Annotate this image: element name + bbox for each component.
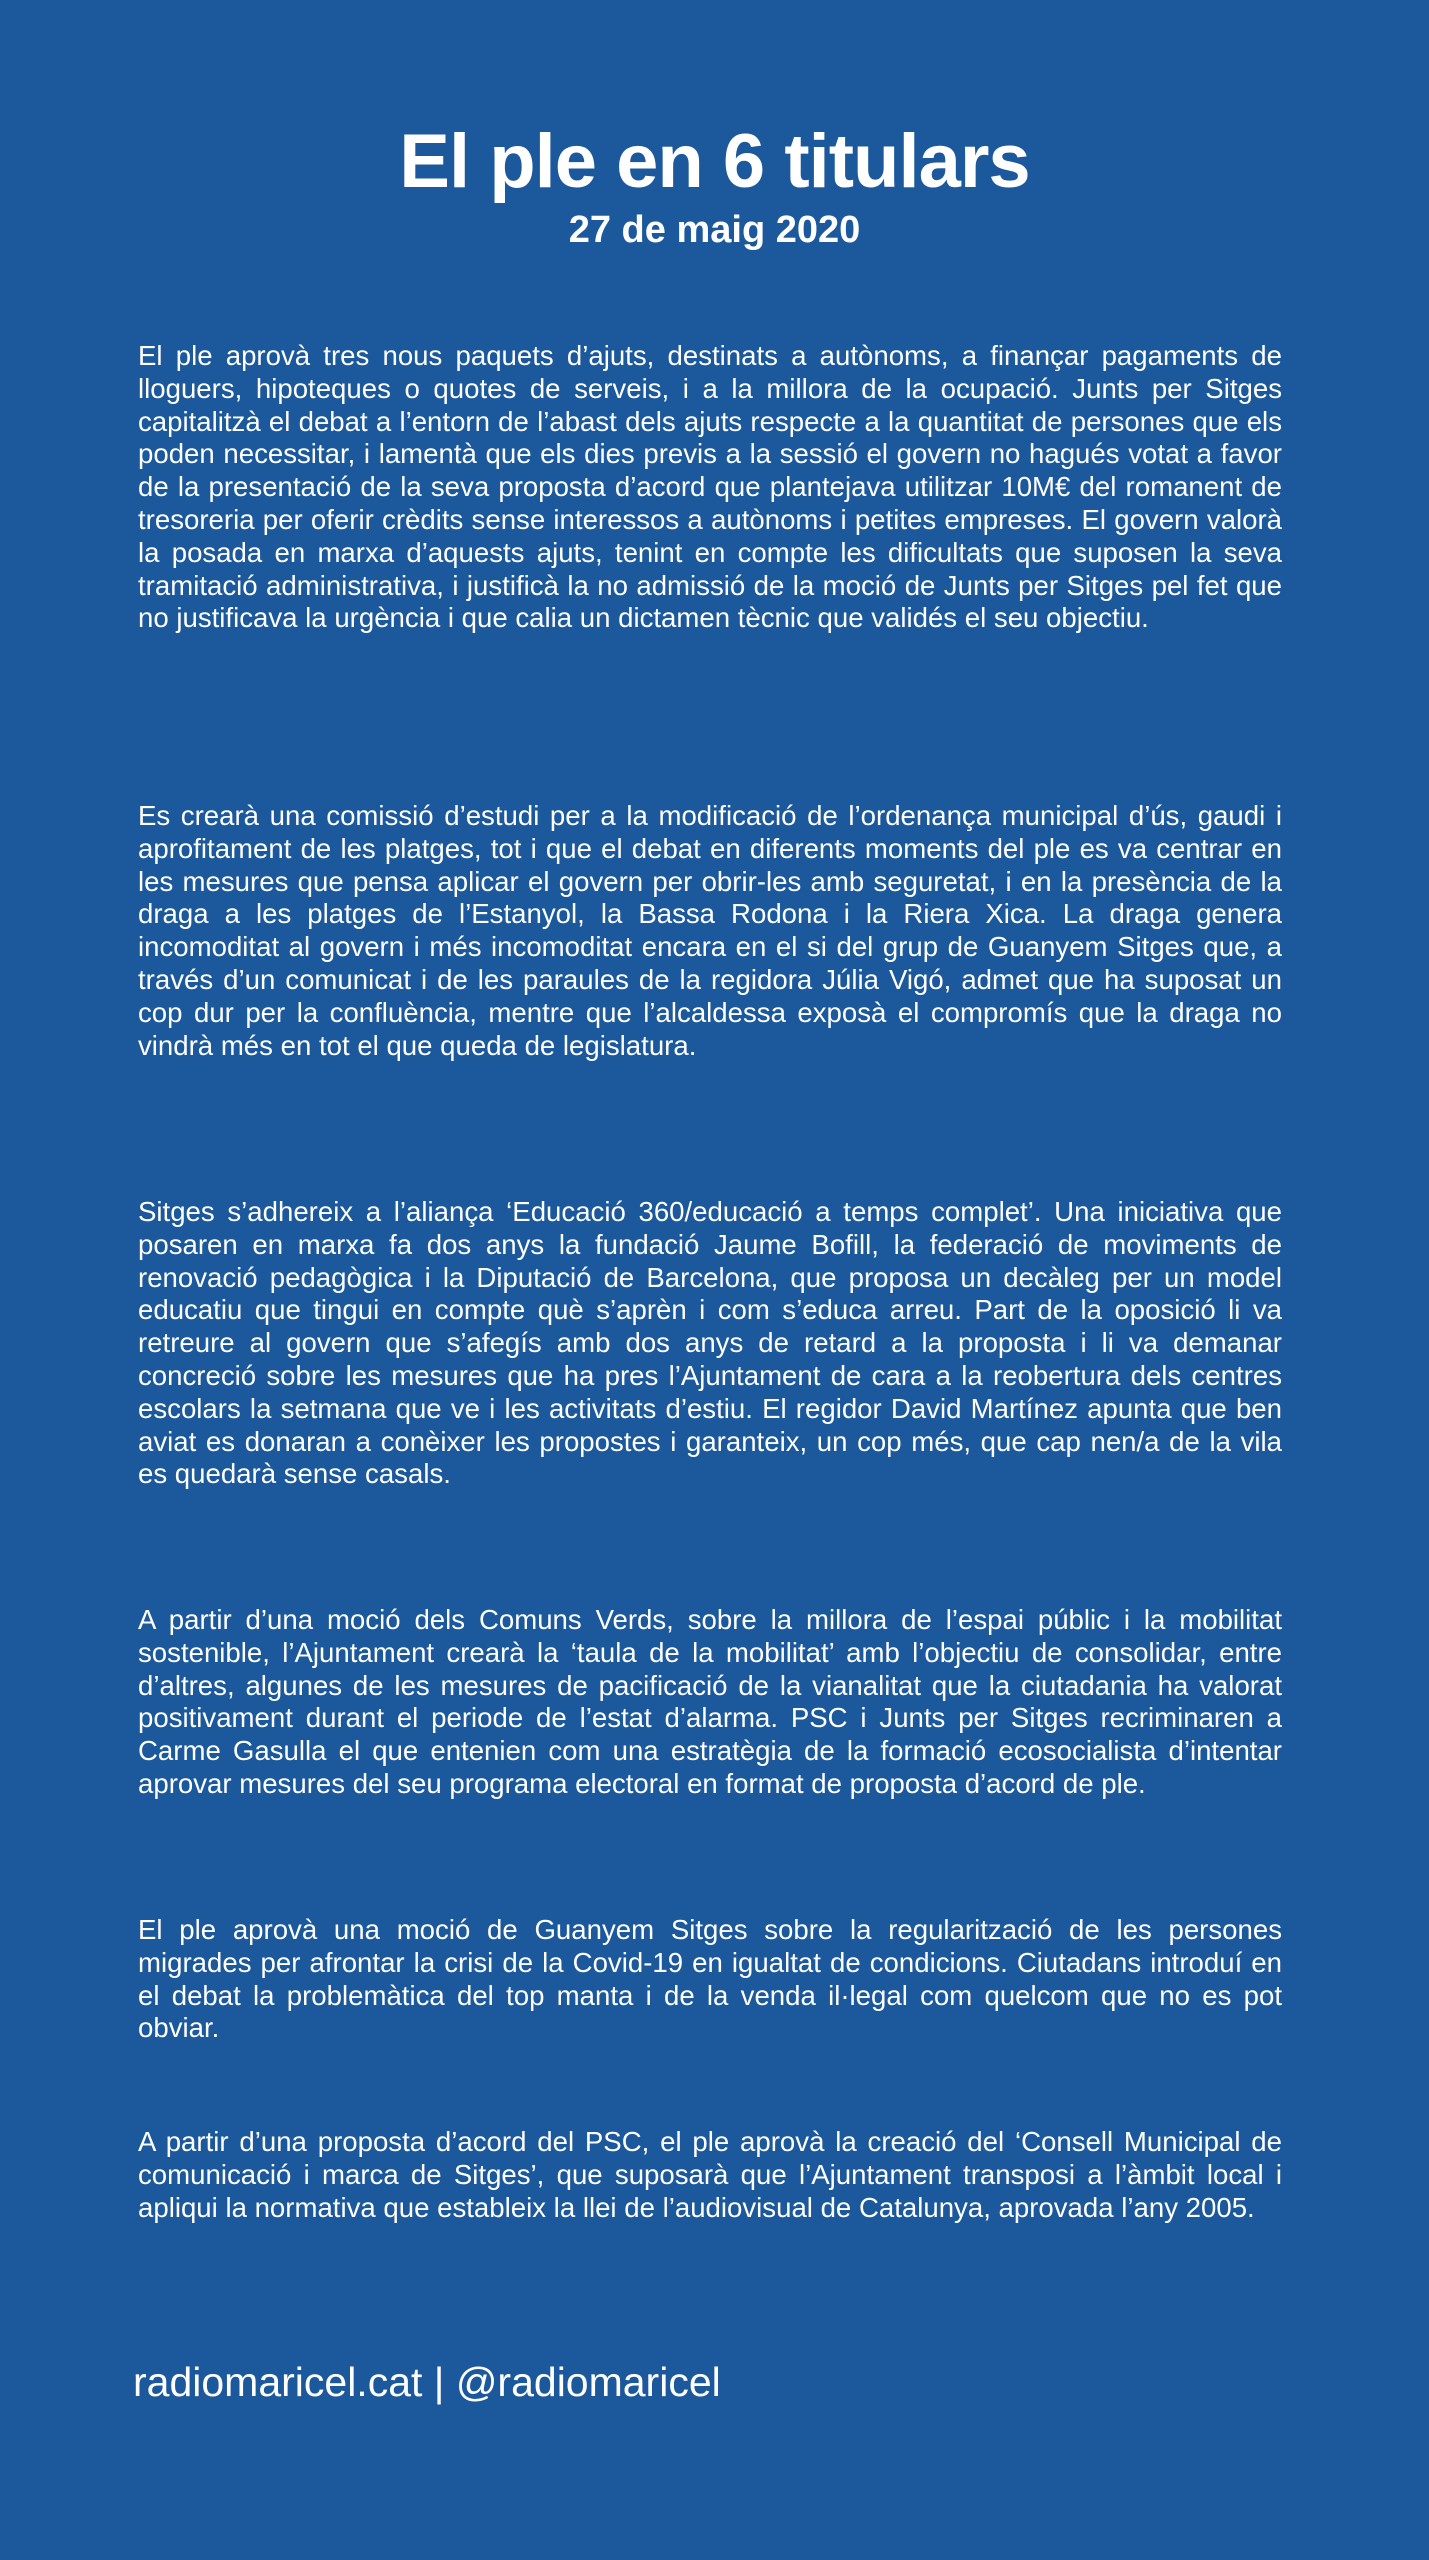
paragraph-mobilitat: A partir d’una moció dels Comuns Verds, sobre la millora de l’espai públic i la mobilitat sostenible, l’Ajuntament crearà la ‘taula de la mobilitat’ amb l’objectiu de consolidar, entre d’altres, algunes de les mesures de pacificació de la vianalitat que la ciutadania ha valorat positivament durant el periode de l’estat d’alarma. PSC i Junts per Sitges recriminaren a Carme Gasulla el que entenien com una estratègia de la formació ecosocialista d’intentar aprovar mesures del seu programa electoral en format de proposta d’acord de ple. — [138, 1604, 1282, 1799]
paragraph-ajuts: El ple aprovà tres nous paquets d’ajuts, destinats a autònoms, a finançar pagaments de lloguers, hipoteques o quotes de serveis, i a la millora de la ocupació. Junts per Sitges capitalitzà el debat a l’entorn de l’abast dels ajuts respecte a la quantitat de persones que els poden necessitar, i lamentà que els dies previs a la sessió el govern no hagués votat a favor de la presentació de la seva proposta d’acord que plantejava utilitzar 10M€ del romanent de tresoreria per oferir crèdits sense interessos a autònoms i petites empreses. El govern valorà la posada en marxa d’aquests ajuts, tenint en compte les dificultats que suposen la seva tramitació administrativa, i justificà la no admissió de la moció de Junts per Sitges pel fet que no justificava la urgència i que calia un dictamen tècnic que validés el seu objectiu. — [138, 340, 1282, 634]
paragraph-consell-comunicacio: A partir d’una proposta d’acord del PSC, el ple aprovà la creació del ‘Consell Municipal de comunicació i marca de Sitges’, que suposarà que l’Ajuntament transposi a l’àmbit local i apliqui la normativa que estableix la llei de l’audiovisual de Catalunya, aprovada l’any 2005. — [138, 2126, 1282, 2223]
header — [0, 118, 1429, 252]
paragraph-educacio: Sitges s’adhereix a l’aliança ‘Educació 360/educació a temps complet’. Una iniciativa que posaren en marxa fa dos anys la fundació Jaume Bofill, la federació de moviments de renovació pedagògica i la Diputació de Barcelona, que proposa un decàleg per un model educatiu que tingui en compte què s’aprèn i com s’educa arreu. Part de la oposició li va retreure al govern que s’afegís amb dos anys de retard a la proposta i li va demanar concreció sobre les mesures que ha pres l’Ajuntament de cara a la reobertura dels centres escolars la setmana que ve i les activitats d’estiu. El regidor David Martínez apunta que ben aviat es donaran a conèixer les propostes i garanteix, un cop més, que cap nen/a de la vila es quedarà sense casals. — [138, 1196, 1282, 1490]
footer-credit: radiomaricel.cat | @radiomaricel — [133, 2359, 721, 2405]
paragraph-platges: Es crearà una comissió d’estudi per a la modificació de l’ordenança municipal d’ús, gaudi i aprofitament de les platges, tot i que el debat en diferents moments del ple es va centrar en les mesures que pensa aplicar el govern per obrir-les amb seguretat, i en la presència de la draga a les platges de l’Estanyol, la Bassa Rodona i la Riera Xica. La draga genera incomoditat al govern i més incomoditat encara en el si del grup de Guanyem Sitges que, a través d’un comunicat i de les paraules de la regidora Júlia Vigó, admet que ha suposat un cop dur per la confluència, mentre que l’alcaldessa exposà el compromís que la draga no vindrà més en tot el que queda de legislatura. — [138, 800, 1282, 1061]
paragraph-migrades: El ple aprovà una moció de Guanyem Sitges sobre la regularització de les persones migrades per afrontar la crisi de la Covid-19 en igualtat de condicions. Ciutadans introduí en el debat la problemàtica del top manta i de la venda il·legal com quelcom que no es pot obviar. — [138, 1914, 1282, 2044]
page-date: 27 de maig 2020 — [568, 209, 861, 251]
page-title: El ple en 6 titulars — [399, 119, 1030, 204]
